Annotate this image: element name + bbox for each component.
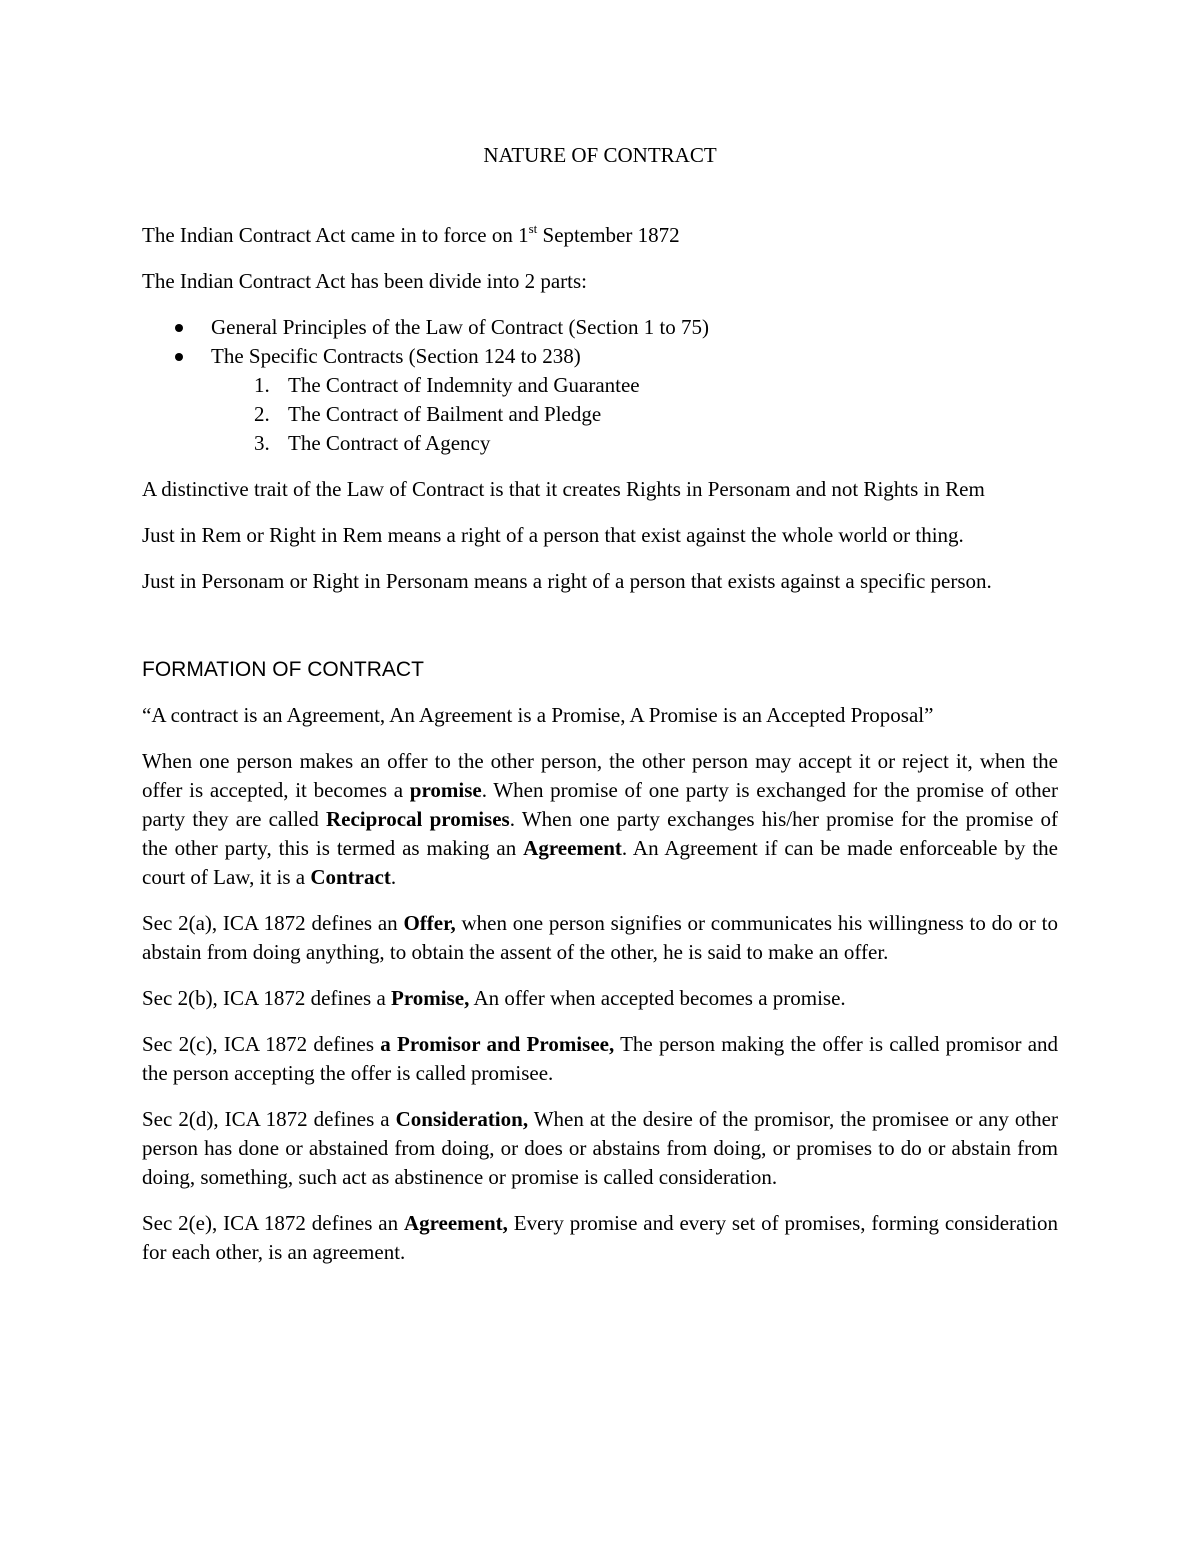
list-item <box>142 429 1058 458</box>
explain-text-4: . An Agreement if can be made enforceable by the court of Law, it is a <box>142 836 1058 889</box>
definition-text: Every promise and every set of promises, forming consideration for each other, is an agreement. <box>142 1211 1058 1264</box>
intro-enforcement-date <box>142 221 1058 250</box>
definition-offer <box>142 909 1058 967</box>
definition-section: Sec 2(d), ICA 1872 defines a <box>142 1107 396 1131</box>
paragraph-rem: Just in Rem or Right in Rem means a right of a person that exist against the whole world or thing. <box>142 523 964 547</box>
parts-list <box>142 313 1058 371</box>
definition-term: a Promisor and Promisee, <box>380 1032 615 1056</box>
ordinal-suffix: st <box>528 221 538 236</box>
part-specific: The Specific Contracts (Section 124 to 238) <box>211 344 581 368</box>
definition-text: The person making the offer is called promisor and the person accepting the offer is called promisee. <box>142 1032 1059 1085</box>
list-item <box>142 371 1058 400</box>
definition-text: An offer when accepted becomes a promise. <box>469 986 846 1010</box>
explain-text-2: . When promise of one party is exchanged for the promise of other party they are called <box>142 778 1058 831</box>
specific-contracts-list <box>142 371 1058 458</box>
list-item <box>142 342 1058 371</box>
document-body <box>142 141 1058 1284</box>
parts-list-block <box>142 313 1058 458</box>
list-item <box>142 400 1058 429</box>
intro-parts: The Indian Contract Act has been divide into 2 parts: <box>142 269 587 293</box>
paragraph-trait: A distinctive trait of the Law of Contract is that it creates Rights in Personam and not Rights in Rem <box>142 477 985 501</box>
list-number: 2. <box>254 402 270 426</box>
term-agreement: Agreement <box>523 836 622 860</box>
explain-text-1: When one person makes an offer to the other person, the other person may accept it or reject it, when the offer is accepted, it becomes a <box>142 749 1058 802</box>
definition-section: Sec 2(e), ICA 1872 defines an <box>142 1211 404 1235</box>
contract-bailment: The Contract of Bailment and Pledge <box>288 402 602 426</box>
definition-text: when one person signifies or communicates his willingness to do or to abstain from doing anything, to obtain the assent of the other, he is said to make an offer. <box>142 911 1058 964</box>
definition-term: Offer, <box>403 911 456 935</box>
explain-text-5: . <box>390 865 397 889</box>
explain-text-3: . When one party exchanges his/her promise for the promise of the other party, this is termed as making an <box>142 807 1059 860</box>
definition-section: Sec 2(b), ICA 1872 defines a <box>142 986 392 1010</box>
definition-section: Sec 2(a), ICA 1872 defines an <box>142 911 404 935</box>
term-promise: promise <box>409 778 482 802</box>
definition-term: Consideration, <box>395 1107 529 1131</box>
intro-date-month: September 1872 <box>537 223 680 247</box>
definition-consideration <box>142 1105 1058 1192</box>
contract-agency: The Contract of Agency <box>288 431 491 455</box>
part-general: General Principles of the Law of Contract (Section 1 to 75) <box>211 315 710 339</box>
title-spacer <box>142 170 1058 221</box>
term-contract: Contract <box>310 865 391 889</box>
paragraph-formation-explained <box>142 747 1058 892</box>
definition-promise <box>142 984 1058 1013</box>
contract-indemnity: The Contract of Indemnity and Guarantee <box>288 373 640 397</box>
bullet-icon <box>175 353 183 361</box>
bullet-icon <box>175 324 183 332</box>
contract-quote: “A contract is an Agreement, An Agreement is a Promise, A Promise is an Accepted Proposal” <box>142 703 934 727</box>
term-reciprocal-promises: Reciprocal promises <box>325 807 510 831</box>
definition-section: Sec 2(c), ICA 1872 defines <box>142 1032 381 1056</box>
definition-text: When at the desire of the promisor, the promisee or any other person has done or abstained from doing, or does or abstains from doing, or promises to do or abstain from doing, something, such act as abstinence or promise is called consideration. <box>142 1107 1058 1189</box>
intro-date-text: The Indian Contract Act came in to force on 1 <box>142 223 529 247</box>
definition-term: Promise, <box>391 986 470 1010</box>
definition-promisor-promisee <box>142 1030 1058 1088</box>
list-number: 1. <box>254 373 270 397</box>
section-heading-formation: FORMATION OF CONTRACT <box>142 658 424 681</box>
paragraph-personam: Just in Personam or Right in Personam means a right of a person that exists against a specific person. <box>142 569 992 593</box>
section-spacer <box>142 613 1058 655</box>
definition-term: Agreement, <box>403 1211 508 1235</box>
list-item <box>142 313 1058 342</box>
definition-agreement <box>142 1209 1058 1267</box>
list-number: 3. <box>254 431 270 455</box>
document-title: NATURE OF CONTRACT <box>483 143 717 167</box>
